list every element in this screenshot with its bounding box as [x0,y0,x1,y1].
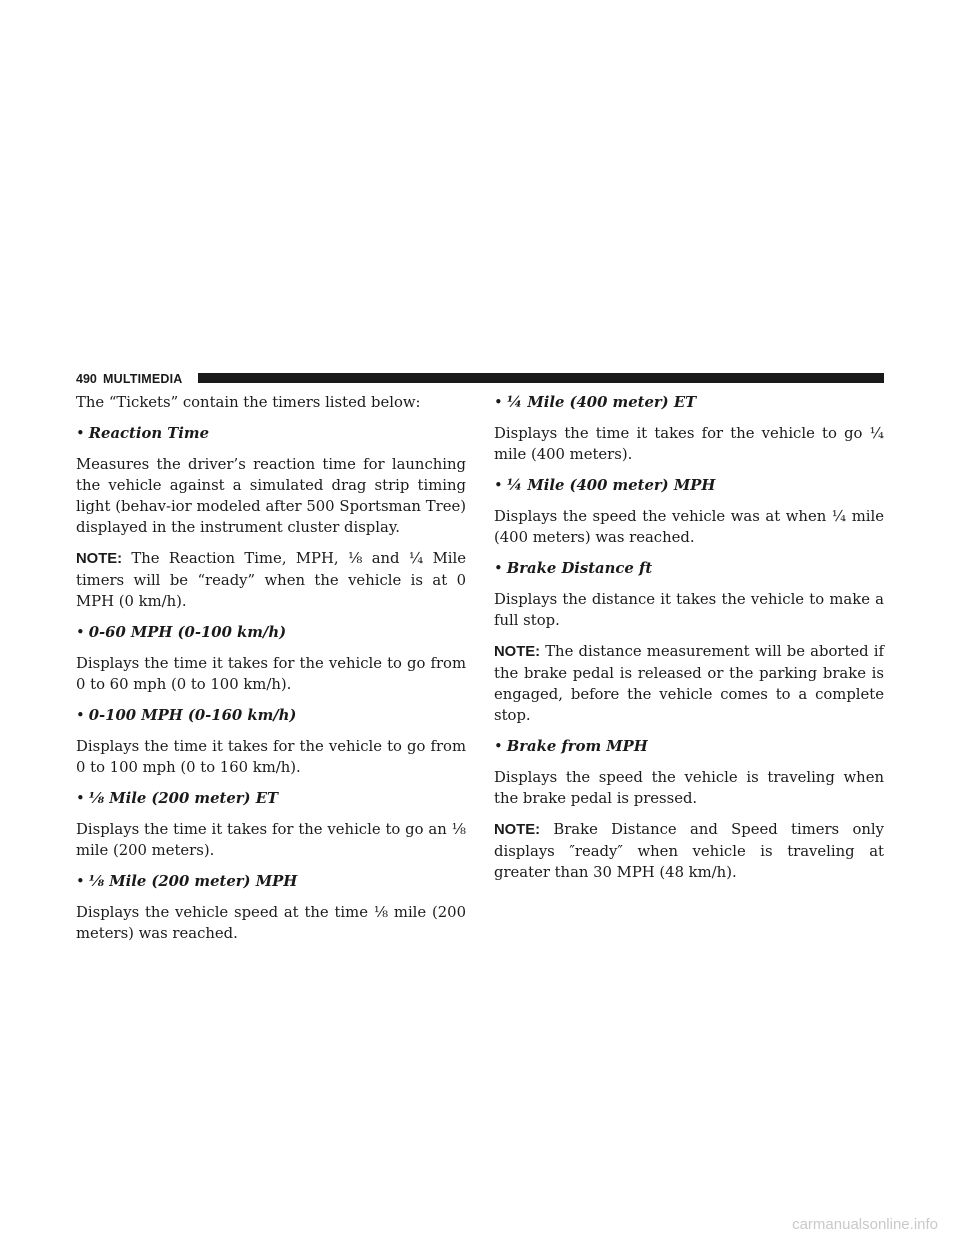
paragraph: Displays the speed the vehicle was at when ¼ mile (400 meters) was reached. [494,508,884,546]
note-text: The Reaction Time, MPH, ⅛ and ¼ Mile timers will be “ready” when the vehicle is at 0 MPH (0 km/h). [76,550,466,610]
page-number: 490 [76,372,97,386]
bullet-dot-icon: • [494,738,503,755]
paragraph: Displays the vehicle speed at the time ⅛ mile (200 meters) was reached. [76,904,466,942]
bullet-quarter-mile-mph [494,475,884,496]
bullet-title: ⅛ Mile (200 meter) ET [88,790,278,807]
bullet-title: Reaction Time [88,425,209,442]
paragraph: Displays the time it takes for the vehicle to go from 0 to 100 mph (0 to 160 km/h). [76,738,466,776]
bullet-reaction-time [76,423,466,444]
bullet-title: 0-60 MPH (0-100 km/h) [88,624,287,641]
bullet-title: Brake from MPH [506,738,648,755]
paragraph: Displays the time it takes for the vehicle to go ¼ mile (400 meters). [494,425,884,463]
bullet-dot-icon: • [76,873,85,890]
note-text: Brake Distance and Speed timers only displays ″ready″ when vehicle is traveling at greater than 30 MPH (48 km/h). [494,821,884,881]
watermark: carmanualsonline.info [792,1216,938,1233]
note [494,641,884,726]
bullet-title: ⅛ Mile (200 meter) MPH [88,873,298,890]
bullet-brake-distance [494,558,884,579]
note-label: NOTE: [494,822,541,838]
note-text: The distance measurement will be aborted if the brake pedal is released or the parking brake is engaged, before the vehicle comes to a complete stop. [494,643,884,724]
intro-text: The “Tickets” contain the timers listed below: [76,394,421,411]
bullet-dot-icon: • [76,790,85,807]
note [494,819,884,883]
bullet-dot-icon: • [76,707,85,724]
bullet-quarter-mile-et [494,392,884,413]
section-title: MULTIMEDIA [103,372,183,386]
paragraph: Measures the driver’s reaction time for launching the vehicle against a simulated drag strip timing light (behav-ior modeled after 500 Sportsman Tree) displayed in the instrument cluster display. [76,456,466,536]
header-rule [198,373,884,383]
paragraph: Displays the distance it takes the vehicle to make a full stop. [494,591,884,629]
bullet-dot-icon: • [494,560,503,577]
page-header [76,372,884,386]
bullet-0-100 [76,705,466,726]
left-column [76,392,466,954]
bullet-dot-icon: • [76,425,85,442]
paragraph: Displays the time it takes for the vehicle to go an ⅛ mile (200 meters). [76,821,466,859]
bullet-title: Brake Distance ft [506,560,653,577]
note-label: NOTE: [494,644,541,660]
paragraph: Displays the time it takes for the vehicle to go from 0 to 60 mph (0 to 100 km/h). [76,655,466,693]
bullet-title: ¼ Mile (400 meter) ET [506,394,697,411]
bullet-brake-from-mph [494,736,884,757]
right-column [494,392,884,893]
paragraph: Displays the speed the vehicle is traveling when the brake pedal is pressed. [494,769,884,807]
bullet-dot-icon: • [494,477,503,494]
bullet-dot-icon: • [76,624,85,641]
note [76,548,466,612]
note-label: NOTE: [76,551,123,567]
bullet-title: 0-100 MPH (0-160 km/h) [88,707,297,724]
bullet-0-60 [76,622,466,643]
bullet-eighth-mile-et [76,788,466,809]
bullet-title: ¼ Mile (400 meter) MPH [506,477,716,494]
bullet-dot-icon: • [494,394,503,411]
bullet-eighth-mile-mph [76,871,466,892]
